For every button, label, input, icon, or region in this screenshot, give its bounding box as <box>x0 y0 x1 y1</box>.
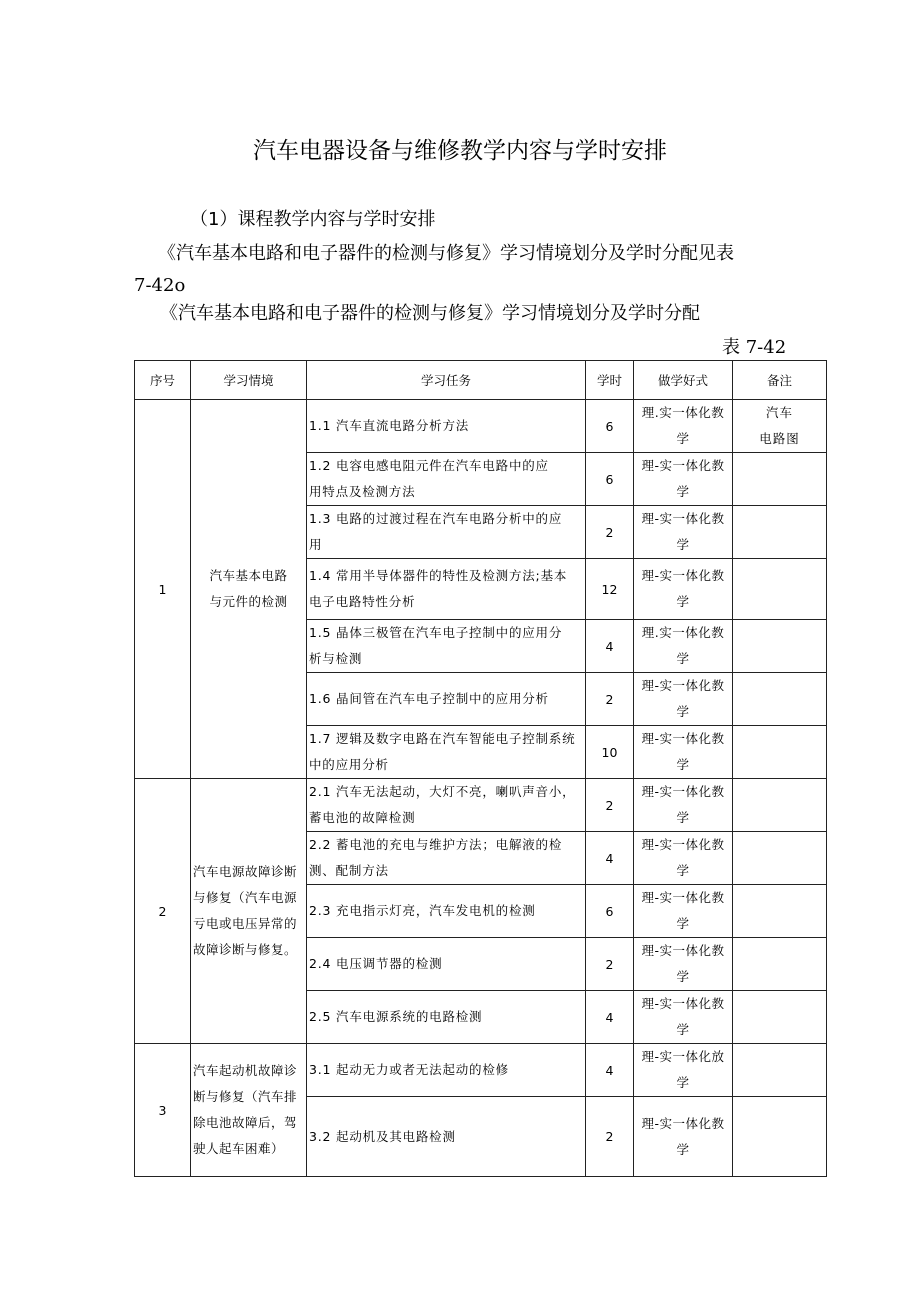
task-cell: 2.2 蓄电池的充电与维护方法；电解液的检 测、配制方法 <box>307 832 586 885</box>
header-note: 备注 <box>733 361 827 400</box>
table-row <box>135 779 827 832</box>
task-cell: 2.5 汽车电源系统的电路检测 <box>307 991 586 1044</box>
mode-cell: 理-实一体化教 学 <box>634 559 733 620</box>
header-situation: 学习情境 <box>191 361 307 400</box>
note-cell <box>733 453 827 506</box>
header-index: 序号 <box>135 361 191 400</box>
note-cell <box>733 726 827 779</box>
hours-cell: 12 <box>586 559 634 620</box>
note-cell <box>733 779 827 832</box>
note-cell: 汽车 电路图 <box>733 400 827 453</box>
group-index-cell: 3 <box>135 1044 191 1177</box>
hours-cell: 2 <box>586 1097 634 1177</box>
mode-cell: 理-实一体化教 学 <box>634 1097 733 1177</box>
mode-cell: 理-实一体化教 学 <box>634 991 733 1044</box>
task-cell: 1.2 电容电感电阻元件在汽车电路中的应 用特点及检测方法 <box>307 453 586 506</box>
note-cell <box>733 1044 827 1097</box>
mode-cell: 理.实一体化教 学 <box>634 400 733 453</box>
task-cell: 1.1 汽车直流电路分析方法 <box>307 400 586 453</box>
mode-cell: 理-实一体化放 学 <box>634 1044 733 1097</box>
intro-paragraph-line1: 《汽车基本电路和电子器件的检测与修复》学习情境划分及学时分配见表 <box>158 243 734 264</box>
task-cell: 3.1 起动无力或者无法起动的检修 <box>307 1044 586 1097</box>
task-cell: 3.2 起动机及其电路检测 <box>307 1097 586 1177</box>
schedule-table <box>134 360 827 1177</box>
mode-cell: 理-实一体化教 学 <box>634 673 733 726</box>
mode-cell: 理-实一体化教 学 <box>634 885 733 938</box>
task-cell: 2.1 汽车无法起动，大灯不亮，喇叭声音小， 蓄电池的故障检测 <box>307 779 586 832</box>
hours-cell: 6 <box>586 885 634 938</box>
mode-cell: 理-实一体化教 学 <box>634 726 733 779</box>
hours-cell: 4 <box>586 991 634 1044</box>
note-cell <box>733 1097 827 1177</box>
group-index-cell: 1 <box>135 400 191 779</box>
task-cell: 2.4 电压调节器的检测 <box>307 938 586 991</box>
task-cell: 2.3 充电指示灯亮，汽车发电机的检测 <box>307 885 586 938</box>
table-header-row <box>135 361 827 400</box>
task-cell: 1.3 电路的过渡过程在汽车电路分析中的应 用 <box>307 506 586 559</box>
table-body <box>135 400 827 1177</box>
task-cell: 1.5 晶体三极管在汽车电子控制中的应用分 析与检测 <box>307 620 586 673</box>
mode-cell: 理.实一体化教 学 <box>634 620 733 673</box>
mode-cell: 理-实一体化教 学 <box>634 832 733 885</box>
table-number: 表 7-42 <box>722 337 787 358</box>
header-mode: 做学好式 <box>634 361 733 400</box>
hours-cell: 2 <box>586 673 634 726</box>
mode-cell: 理-实一体化教 学 <box>634 779 733 832</box>
section-heading: （1）课程教学内容与学时安排 <box>190 209 436 230</box>
hours-cell: 2 <box>586 779 634 832</box>
header-hours: 学时 <box>586 361 634 400</box>
header-task: 学习任务 <box>307 361 586 400</box>
mode-cell: 理-实一体化教 学 <box>634 938 733 991</box>
intro-paragraph-line2: 7-42o <box>134 275 186 296</box>
note-cell <box>733 620 827 673</box>
hours-cell: 6 <box>586 400 634 453</box>
group-situation-cell: 汽车基本电路 与元件的检测 <box>191 400 307 779</box>
group-situation-cell: 汽车起动机故障诊 断与修复（汽车排 除电池故障后，驾 驶人起车困难） <box>191 1044 307 1177</box>
hours-cell: 4 <box>586 1044 634 1097</box>
task-cell: 1.4 常用半导体器件的特性及检测方法;基本 电子电路特性分析 <box>307 559 586 620</box>
table-row <box>135 1044 827 1097</box>
hours-cell: 2 <box>586 938 634 991</box>
hours-cell: 2 <box>586 506 634 559</box>
mode-cell: 理-实一体化教 学 <box>634 506 733 559</box>
hours-cell: 4 <box>586 620 634 673</box>
group-situation-cell: 汽车电源故障诊断 与修复（汽车电源 亏电或电压异常的 故障诊断与修复。 <box>191 779 307 1044</box>
note-cell <box>733 991 827 1044</box>
task-cell: 1.6 晶间管在汽车电子控制中的应用分析 <box>307 673 586 726</box>
table-caption: 《汽车基本电路和电子器件的检测与修复》学习情境划分及学时分配 <box>160 303 700 324</box>
table-row <box>135 400 827 453</box>
mode-cell: 理-实一体化教 学 <box>634 453 733 506</box>
hours-cell: 10 <box>586 726 634 779</box>
note-cell <box>733 559 827 620</box>
note-cell <box>733 938 827 991</box>
note-cell <box>733 506 827 559</box>
note-cell <box>733 885 827 938</box>
hours-cell: 6 <box>586 453 634 506</box>
task-cell: 1.7 逻辑及数字电路在汽车智能电子控制系统 中的应用分析 <box>307 726 586 779</box>
group-index-cell: 2 <box>135 779 191 1044</box>
hours-cell: 4 <box>586 832 634 885</box>
document-title: 汽车电器设备与维修教学内容与学时安排 <box>253 138 667 164</box>
note-cell <box>733 832 827 885</box>
note-cell <box>733 673 827 726</box>
